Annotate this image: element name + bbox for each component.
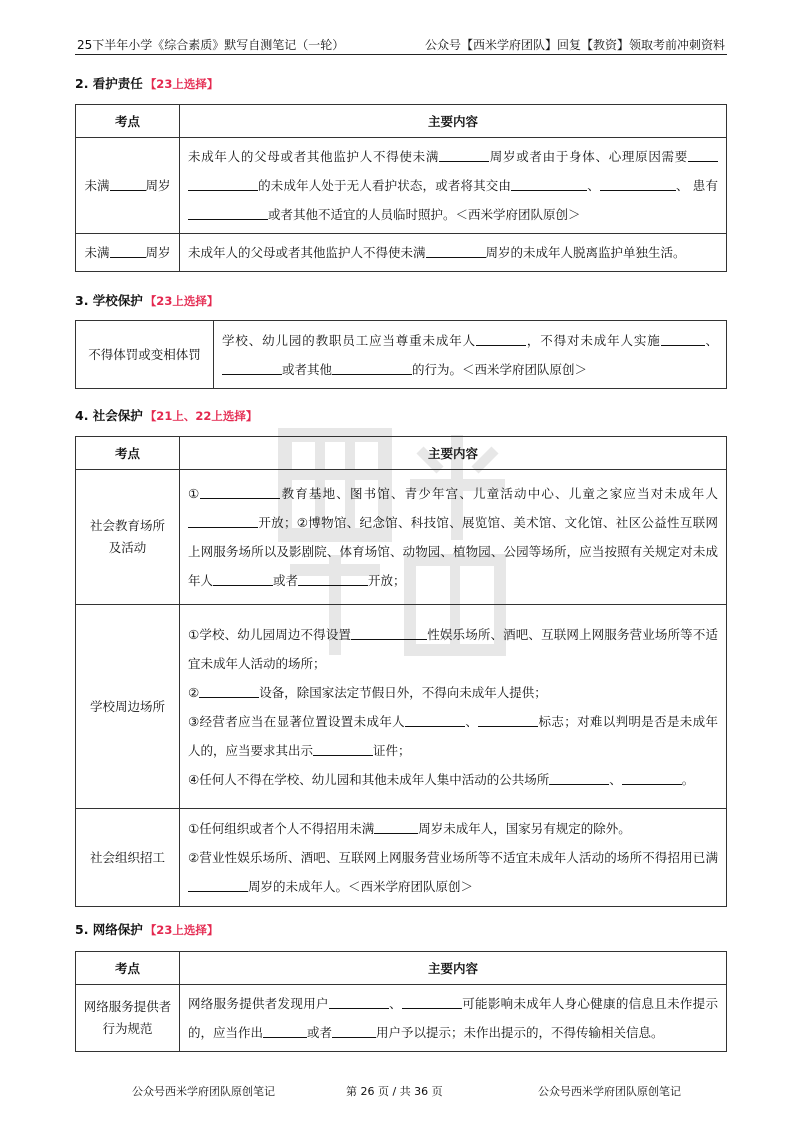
content-text: 周岁的未成年人。＜西米学府团队原创＞ bbox=[248, 879, 474, 894]
fill-blank[interactable] bbox=[329, 994, 389, 1009]
fill-blank[interactable] bbox=[661, 331, 705, 346]
content-text: 、 bbox=[675, 178, 689, 193]
page-header bbox=[75, 32, 727, 55]
topic-text: 社会教育场所 bbox=[89, 518, 165, 533]
content-text: 、 bbox=[587, 178, 600, 193]
fill-blank[interactable] bbox=[426, 243, 486, 258]
topic-text: 周岁 bbox=[145, 177, 171, 193]
fill-blank[interactable] bbox=[188, 513, 258, 528]
content-text: 或者 bbox=[273, 573, 299, 588]
content-paragraph bbox=[188, 678, 718, 707]
content-text: ，不得对未成年人实施 bbox=[526, 332, 661, 348]
fill-blank[interactable] bbox=[222, 360, 282, 375]
guardianship-table bbox=[75, 104, 727, 272]
content-text: 的未成年人处于无人看护状态，或者将其交由 bbox=[258, 178, 512, 193]
section-title-text: 3. 学校保护 bbox=[75, 293, 143, 308]
content-text: 周岁未成年人，国家另有规定的除外。 bbox=[418, 821, 631, 836]
header-promo: 公众号【西米学府团队】回复【教资】领取考前冲刺资料 bbox=[424, 38, 725, 52]
content-paragraph bbox=[188, 707, 718, 765]
fill-blank[interactable] bbox=[332, 360, 412, 375]
row-content bbox=[180, 809, 727, 907]
column-header-content: 主要内容 bbox=[180, 437, 727, 470]
row-content bbox=[180, 470, 727, 605]
fill-blank[interactable] bbox=[188, 176, 258, 191]
topic-text: 周岁 bbox=[145, 244, 171, 260]
row-content bbox=[180, 985, 727, 1052]
table-header-row bbox=[76, 105, 727, 138]
fill-blank[interactable] bbox=[110, 243, 146, 258]
content-text: 周岁或者由于身体、心理原因需要 bbox=[489, 149, 688, 164]
exam-tag: 【23上选择】 bbox=[144, 923, 219, 937]
content-text: ③经营者应当在显著位置设置未成年人 bbox=[188, 713, 406, 729]
fill-blank[interactable] bbox=[405, 712, 465, 727]
fill-blank[interactable] bbox=[298, 571, 368, 586]
fill-blank[interactable] bbox=[402, 994, 462, 1009]
content-text: 周岁的未成年人脱离监护单独生活。 bbox=[485, 245, 686, 260]
content-text: 、 bbox=[704, 332, 718, 348]
fill-blank[interactable] bbox=[478, 712, 538, 727]
table-row bbox=[76, 138, 727, 234]
column-header-topic: 考点 bbox=[76, 437, 180, 470]
fill-blank[interactable] bbox=[110, 176, 146, 191]
table-row bbox=[76, 234, 727, 272]
footer-left: 公众号西米学府团队原创笔记 bbox=[132, 1085, 275, 1098]
fill-blank[interactable] bbox=[688, 147, 718, 162]
table-header-row bbox=[76, 952, 727, 985]
content-text: 教育基地、图书馆、青少年宫、儿童活动中心、儿童之家应当对未成年人 bbox=[280, 486, 718, 501]
table-row bbox=[76, 470, 727, 605]
column-header-content: 主要内容 bbox=[180, 105, 727, 138]
content-text: 网络服务提供者发现用户 bbox=[188, 996, 329, 1011]
section-title-text: 4. 社会保护 bbox=[75, 408, 143, 423]
content-text: 或者其他 bbox=[282, 361, 333, 377]
content-paragraph bbox=[188, 843, 718, 901]
exam-tag: 【23上选择】 bbox=[144, 294, 219, 308]
topic-text: 及活动 bbox=[108, 540, 147, 555]
row-topic: 社会组织招工 bbox=[76, 809, 180, 907]
row-content bbox=[180, 138, 727, 234]
section-title-network bbox=[75, 920, 218, 938]
content-paragraph bbox=[188, 765, 718, 794]
row-topic bbox=[76, 470, 180, 605]
row-topic: 网络服务提供者行为规范 bbox=[76, 985, 180, 1052]
table-header-row bbox=[76, 437, 727, 470]
content-paragraph bbox=[188, 814, 718, 843]
row-topic: 学校周边场所 bbox=[76, 605, 180, 809]
content-text: ①学校、幼儿园周边不得设置 bbox=[188, 626, 352, 642]
fill-blank[interactable] bbox=[511, 176, 587, 191]
content-text: 设备，除国家法定节假日外，不得向未成年人提供； bbox=[259, 684, 547, 700]
content-text: ① bbox=[188, 486, 201, 501]
fill-blank[interactable] bbox=[213, 571, 273, 586]
section-title-text: 2. 看护责任 bbox=[75, 76, 143, 91]
content-text: 性娱乐场所、酒吧、互联网上网服务营业场所等不适宜未成年人活动的场所； bbox=[188, 626, 718, 671]
content-text: 的行为。＜西米学府团队原创＞ bbox=[412, 361, 588, 377]
fill-blank[interactable] bbox=[313, 741, 373, 756]
content-text: 开放；②博物馆、纪念馆、科技馆、展览馆、美术馆、文化馆、社区公益性互联网上网服务场所以及影剧院、体育场馆、动物园、植物园、公园等场所，应当按照有关规定对未成年人 bbox=[188, 515, 718, 588]
header-title: 25下半年小学《综合素质》默写自测笔记（一轮） bbox=[77, 38, 345, 52]
fill-blank[interactable] bbox=[263, 1023, 307, 1038]
content-text: 开放； bbox=[368, 573, 406, 588]
section-title-society bbox=[75, 406, 257, 424]
content-text: 未成年人的父母或者其他监护人不得使未满 bbox=[188, 149, 440, 164]
page-number: 第 26 页 / 共 36 页 bbox=[346, 1085, 443, 1098]
content-text: ② bbox=[188, 684, 200, 700]
fill-blank[interactable] bbox=[188, 205, 268, 220]
fill-blank[interactable] bbox=[549, 770, 609, 785]
topic-text: 未满 bbox=[84, 177, 110, 193]
content-text: 学校、幼儿园的教职员工应当尊重未成年人 bbox=[222, 332, 477, 348]
content-text: 未成年人的父母或者其他监护人不得使未满 bbox=[188, 245, 426, 260]
row-content bbox=[180, 605, 727, 809]
section-title-guardianship bbox=[75, 74, 218, 92]
fill-blank[interactable] bbox=[199, 683, 259, 698]
table-row bbox=[76, 605, 727, 809]
content-text: 、 bbox=[388, 996, 402, 1011]
fill-blank[interactable] bbox=[476, 331, 526, 346]
content-text: 证件； bbox=[373, 742, 411, 758]
fill-blank[interactable] bbox=[374, 819, 418, 834]
content-text: ①任何组织或者个人不得招用未满 bbox=[188, 821, 375, 836]
fill-blank[interactable] bbox=[351, 625, 427, 640]
column-header-topic: 考点 bbox=[76, 105, 180, 138]
network-protection-table bbox=[75, 951, 727, 1052]
content-text: 、 bbox=[465, 713, 479, 729]
fill-blank[interactable] bbox=[622, 770, 682, 785]
section-title-text: 5. 网络保护 bbox=[75, 922, 143, 937]
table-row bbox=[76, 809, 727, 907]
row-topic: 不得体罚或变相体罚 bbox=[76, 321, 214, 389]
row-content bbox=[214, 321, 727, 389]
social-protection-table bbox=[75, 436, 727, 907]
content-text: 患有 bbox=[692, 178, 718, 193]
column-header-topic: 考点 bbox=[76, 952, 180, 985]
content-text: 可能影响未成年人身心健康的信息且未作提示的，应当作出 bbox=[188, 996, 718, 1040]
exam-tag: 【23上选择】 bbox=[144, 77, 219, 91]
content-text: 。 bbox=[681, 771, 695, 787]
footer-right: 公众号西米学府团队原创笔记 bbox=[538, 1085, 681, 1098]
fill-blank[interactable] bbox=[332, 1023, 376, 1038]
table-row bbox=[76, 985, 727, 1052]
fill-blank[interactable] bbox=[188, 877, 248, 892]
content-paragraph bbox=[188, 620, 718, 678]
content-text: 用户予以提示；未作出提示的，不得传输相关信息。 bbox=[376, 1025, 664, 1040]
row-topic bbox=[76, 234, 180, 272]
content-text: ④任何人不得在学校、幼儿园和其他未成年人集中活动的公共场所 bbox=[188, 771, 550, 787]
exam-tag: 【21上、22上选择】 bbox=[144, 409, 258, 423]
content-text: 标志；对难以判明是否是未成年人的，应当要求其出示 bbox=[188, 713, 718, 758]
fill-blank[interactable] bbox=[600, 176, 676, 191]
fill-blank[interactable] bbox=[439, 147, 489, 162]
content-text: 、 bbox=[609, 771, 622, 787]
content-text: ②营业性娱乐场所、酒吧、互联网上网服务营业场所等不适宜未成年人活动的场所不得招用已满 bbox=[188, 850, 718, 865]
column-header-content: 主要内容 bbox=[180, 952, 727, 985]
content-text: 或者其他不适宜的人员临时照护。＜西米学府团队原创＞ bbox=[268, 207, 581, 222]
school-protection-table bbox=[75, 320, 727, 389]
topic-text: 未满 bbox=[84, 244, 110, 260]
content-text: 或者 bbox=[307, 1025, 333, 1040]
table-row bbox=[76, 321, 727, 389]
row-topic bbox=[76, 138, 180, 234]
section-title-school bbox=[75, 291, 218, 309]
row-content bbox=[180, 234, 727, 272]
fill-blank[interactable] bbox=[200, 484, 280, 499]
